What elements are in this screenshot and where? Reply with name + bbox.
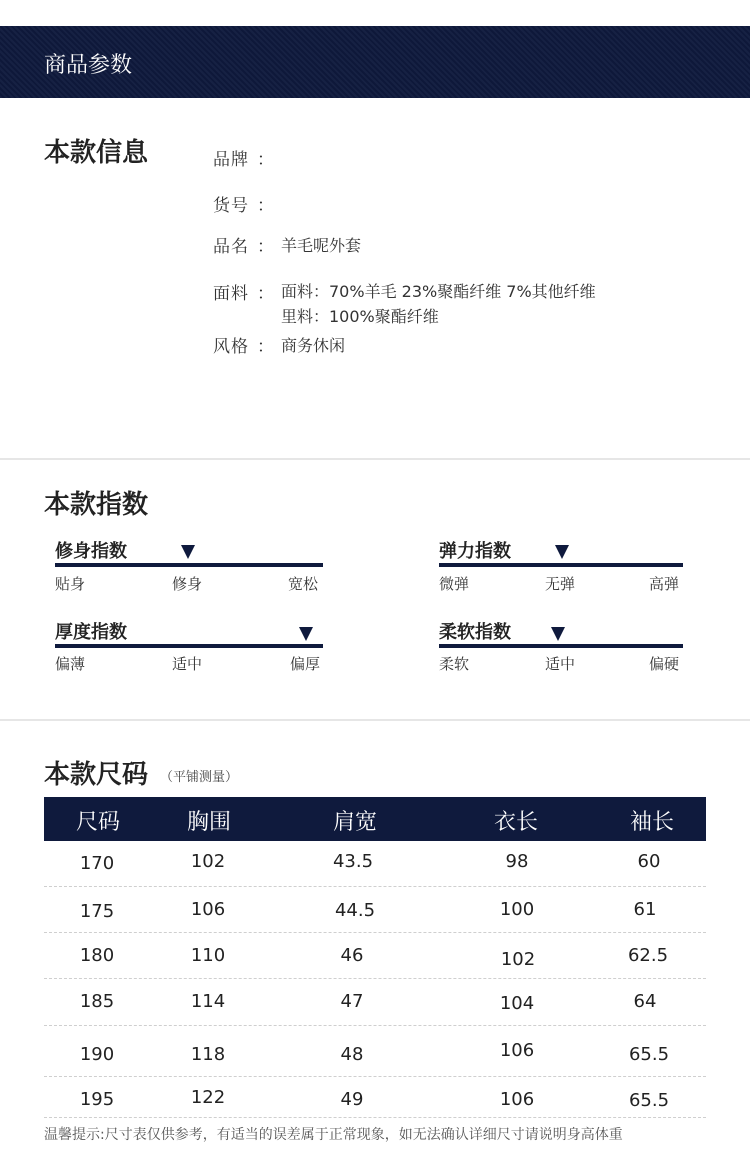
cell-shoulder: 46 bbox=[340, 945, 364, 966]
cell-sleeve: 64 bbox=[633, 991, 657, 1012]
info-label: 风格 bbox=[213, 337, 249, 357]
index-title: 厚度指数 bbox=[55, 622, 127, 643]
cell-sleeve: 62.5 bbox=[627, 945, 669, 966]
section-divider bbox=[0, 458, 750, 460]
column-header: 衣长 bbox=[493, 810, 539, 835]
cell-sleeve: 65.5 bbox=[628, 1044, 670, 1065]
info-colon: ： bbox=[257, 196, 274, 216]
info-colon: ： bbox=[257, 337, 274, 357]
size-table-header bbox=[44, 797, 706, 841]
cell-chest: 106 bbox=[190, 899, 226, 920]
index-marker-icon bbox=[551, 627, 565, 641]
cell-length: 98 bbox=[505, 851, 529, 872]
cell-size: 195 bbox=[79, 1089, 115, 1110]
column-header: 胸围 bbox=[186, 810, 232, 835]
cell-shoulder: 43.5 bbox=[332, 851, 374, 872]
row-divider bbox=[44, 978, 706, 979]
cell-length: 106 bbox=[499, 1089, 535, 1110]
size-note: （平铺测量） bbox=[160, 770, 239, 785]
column-header: 袖长 bbox=[629, 810, 675, 835]
cell-size: 170 bbox=[79, 853, 115, 874]
row-divider bbox=[44, 1025, 706, 1026]
banner-title: 商品参数 bbox=[44, 53, 133, 78]
info-value-lining: 里料：100%聚酯纤维 bbox=[281, 307, 439, 326]
cell-shoulder: 49 bbox=[340, 1089, 364, 1110]
info-label: 品名 bbox=[213, 237, 249, 257]
footer-tip: 温馨提示:尺寸表仅供参考，有适当的误差属于正常现象，如无法确认详细尺寸请说明身高体重 bbox=[44, 1127, 623, 1143]
info-value: 羊毛呢外套 bbox=[281, 236, 362, 255]
cell-shoulder: 47 bbox=[340, 991, 364, 1012]
cell-size: 175 bbox=[79, 901, 115, 922]
cell-size: 190 bbox=[79, 1044, 115, 1065]
column-header: 尺码 bbox=[75, 810, 121, 835]
header-banner bbox=[0, 26, 750, 98]
cell-chest: 122 bbox=[190, 1087, 226, 1108]
row-divider bbox=[44, 886, 706, 887]
info-value: 商务休闲 bbox=[281, 336, 346, 355]
index-label-high: 宽松 bbox=[288, 575, 319, 593]
index-label-low: 微弹 bbox=[439, 575, 470, 593]
cell-shoulder: 48 bbox=[340, 1044, 364, 1065]
cell-sleeve: 61 bbox=[633, 899, 657, 920]
index-marker-icon bbox=[299, 627, 313, 641]
index-scale-bar bbox=[439, 563, 683, 567]
index-scale-bar bbox=[55, 563, 323, 567]
row-divider bbox=[44, 932, 706, 933]
section-divider bbox=[0, 719, 750, 721]
index-title: 弹力指数 bbox=[439, 541, 511, 562]
cell-size: 180 bbox=[79, 945, 115, 966]
info-value: 面料：70%羊毛 23%聚酯纤维 7%其他纤维 bbox=[281, 282, 596, 301]
cell-chest: 110 bbox=[190, 945, 226, 966]
info-colon: ： bbox=[257, 237, 274, 257]
index-title: 柔软指数 bbox=[439, 622, 511, 643]
cell-length: 106 bbox=[499, 1040, 535, 1061]
cell-length: 104 bbox=[499, 993, 535, 1014]
cell-length: 102 bbox=[500, 949, 536, 970]
row-divider bbox=[44, 1117, 706, 1118]
index-label-low: 贴身 bbox=[55, 575, 86, 593]
indices-section-title: 本款指数 bbox=[44, 490, 149, 520]
index-label-mid: 适中 bbox=[545, 655, 576, 673]
info-label: 货号 bbox=[213, 196, 249, 216]
cell-shoulder: 44.5 bbox=[334, 900, 376, 921]
info-section-title: 本款信息 bbox=[44, 138, 149, 168]
cell-chest: 114 bbox=[190, 991, 226, 1012]
index-scale-bar bbox=[55, 644, 323, 648]
index-label-mid: 适中 bbox=[172, 655, 203, 673]
cell-sleeve: 65.5 bbox=[628, 1090, 670, 1111]
cell-chest: 118 bbox=[190, 1044, 226, 1065]
info-colon: ： bbox=[257, 150, 274, 170]
index-label-high: 偏厚 bbox=[290, 655, 321, 673]
cell-sleeve: 60 bbox=[637, 851, 661, 872]
column-header: 肩宽 bbox=[332, 810, 378, 835]
index-label-mid: 无弹 bbox=[545, 575, 576, 593]
cell-chest: 102 bbox=[190, 851, 226, 872]
info-label: 品牌 bbox=[213, 150, 249, 170]
index-label-high: 偏硬 bbox=[649, 655, 680, 673]
size-section-title: 本款尺码 bbox=[44, 760, 149, 790]
info-label: 面料 bbox=[213, 284, 249, 304]
row-divider bbox=[44, 1076, 706, 1077]
index-label-low: 柔软 bbox=[439, 655, 470, 673]
index-marker-icon bbox=[181, 545, 195, 559]
cell-length: 100 bbox=[499, 899, 535, 920]
info-colon: ： bbox=[257, 284, 274, 304]
index-title: 修身指数 bbox=[55, 541, 127, 562]
index-label-high: 高弹 bbox=[649, 575, 680, 593]
index-marker-icon bbox=[555, 545, 569, 559]
index-label-low: 偏薄 bbox=[55, 655, 86, 673]
index-scale-bar bbox=[439, 644, 683, 648]
cell-size: 185 bbox=[79, 991, 115, 1012]
index-label-mid: 修身 bbox=[172, 575, 203, 593]
